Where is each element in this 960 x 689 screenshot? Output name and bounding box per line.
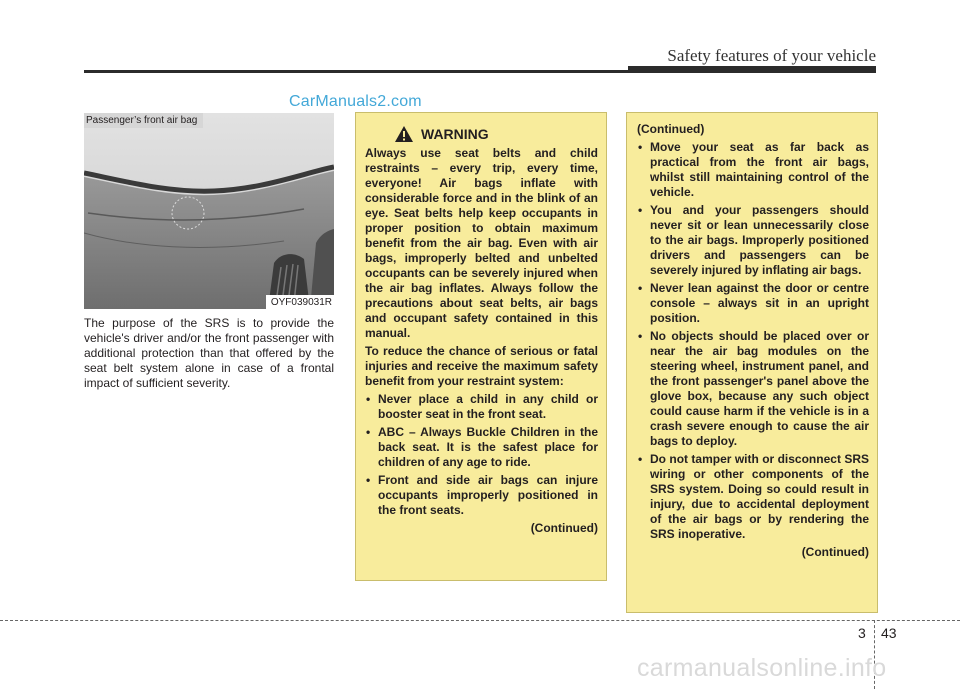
list-item: • Do not tamper with or disconnect SRS wiring or other components of the SRS system. Doing so could result in injury, due to accidental deployment of the air bags or by rendering the SRS inoperative. [637,452,869,542]
warning-paragraph: Always use seat belts and child restraints – every trip, every time, everyone! Air bags inflate with considerable force and in the blink of an eye. Seat belts help keep occupants in proper position to obtain maximum benefit from the air bag. Even with air bags, improperly belted and unbelted occupants can be severely injured when the air bag inflates. Always follow the precautions about seat belts, air bags and occupant safety contained in this manual. [365,146,598,340]
list-item: • No objects should be placed over or near the air bag modules on the steering wheel, instrument panel, and the front passenger's panel above the glove box, because any such object could cause harm if the vehicle is in a crash severe enough to cause the air bags to deploy. [637,329,869,449]
continued-warning-panel [626,112,878,613]
intro-paragraph: The purpose of the SRS is to provide the vehicle's driver and/or the front passenger with additional protection than that offered by the seat belt system alone in case of a frontal impact of sufficient severity. [84,316,334,391]
section-title: Safety features of your vehicle [667,46,876,65]
warning-panel [355,112,607,581]
list-item: • Never place a child in any child or booster seat in the front seat. [365,392,598,422]
continued-heading: (Continued) [637,122,705,136]
list-item: • Front and side air bags can injure occupants improperly positioned in the front seats. [365,473,598,518]
list-item: • Move your seat as far back as practical from the front air bags, whilst still maintaining control of the vehicle. [637,140,869,200]
header-tab-bar [628,66,876,73]
warning-title: WARNING [421,125,489,142]
list-item: • ABC – Always Buckle Children in the back seat. It is the safest place for children of any age to ride. [365,425,598,470]
continued-label: (Continued) [530,521,598,535]
figure-caption: Passenger’s front air bag [84,113,203,128]
footer-rule [0,620,960,621]
airbag-illustration [84,113,334,309]
warning-paragraph: To reduce the chance of serious or fatal injuries and receive the maximum safety benefit from your restraint system: [365,344,598,388]
chapter-number: 3 [858,625,866,641]
list-item: • You and your passengers should never sit or lean unnecessarily close to the air bags. Improperly positioned drivers and passengers can be severely injured by inflating air bags. [637,203,869,278]
warning-heading [365,125,598,143]
dashboard-drawing [84,113,334,309]
watermark-link[interactable]: CarManuals2.com [289,93,422,110]
warning-bullet-list [365,392,598,518]
watermark-footer-link[interactable]: carmanualsonline.info [637,654,887,682]
continued-label: (Continued) [801,545,869,559]
continued-bullet-list [637,140,869,542]
list-item: • Never lean against the door or centre console – always sit in an upright position. [637,281,869,326]
warning-triangle-icon [394,125,414,143]
figure-code: OYF039031R [266,295,334,309]
page-number: 43 [881,625,897,641]
